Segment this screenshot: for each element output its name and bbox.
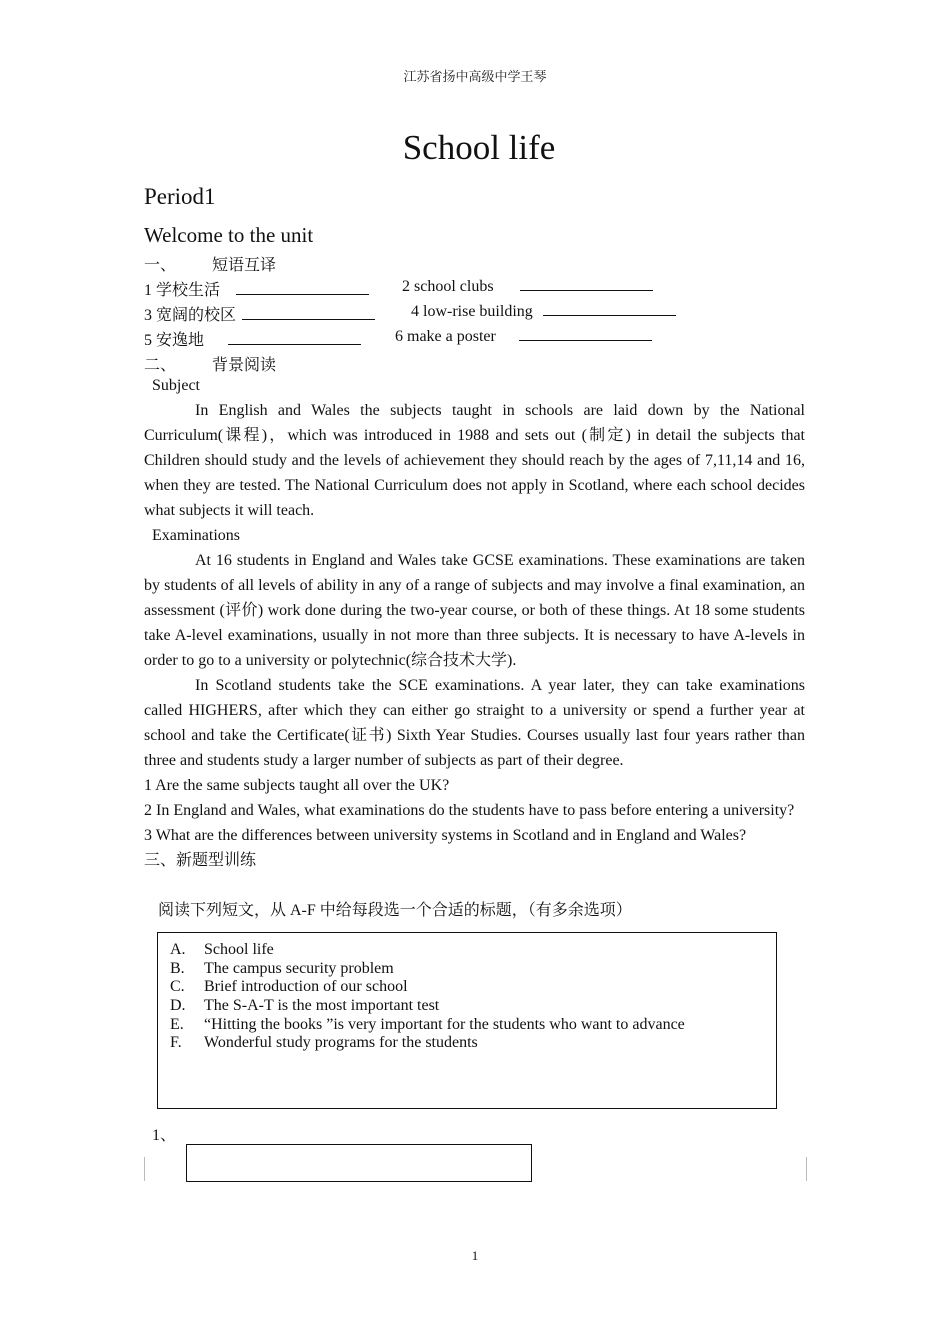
question-3: 3 What are the differences between university systems in Scotland and in England and Wales? (144, 827, 747, 844)
question-number: 1、 (152, 1127, 177, 1144)
question-1: 1 Are the same subjects taught all over the UK? (144, 777, 450, 794)
subheading-examinations: Examinations (152, 527, 240, 544)
option-item: E. “Hitting the books ”is very important for the students who want to advance (170, 1016, 685, 1033)
paragraph-3: In Scotland students take the SCE examinations. A year later, they can take examinations called HIGHERS, after which they can either go straight to a university or spend a further year at school and take the Certificate(证书) Sixth Year Studies. Courses usually last four years rather than three and students study a larger number of subjects as part of their degree. (144, 677, 805, 769)
answer-blank[interactable] (236, 281, 369, 295)
paragraph-2: At 16 students in England and Wales take GCSE examinations. These examinations are taken by students of all levels of ability in any of a range of subjects and may involve a final examination, an assessment (评价) work done during the two-year course, or both of these things. At 18 some students take A-level examinations, usually in not more than three subjects. It is necessary to have A-levels in order to go to a university or polytechnic(综合技术大学). (144, 552, 805, 669)
unit-subtitle: Welcome to the unit (144, 223, 314, 247)
option-item: F. Wonderful study programs for the students (170, 1034, 478, 1051)
phrase-row-1 (144, 277, 369, 300)
section2-number: 二、 (144, 357, 177, 374)
subheading-subject: Subject (152, 377, 200, 394)
phrase-row-1b (402, 277, 653, 296)
answer-blank[interactable] (228, 331, 361, 345)
phrase-item: 4 low-rise building (411, 303, 533, 320)
paragraph-1: In English and Wales the subjects taught in schools are laid down by the National Curriculum(课程)，which was introduced in 1988 and sets out (制定) in detail the subjects that Children should study and the levels of achievement they should reach by the ages of 7,11,14 and 16, when they are tested. The National Curriculum does not apply in Scotland, where each school decides what subjects it will teach. (144, 402, 805, 519)
phrase-item: 2 school clubs (402, 278, 494, 295)
section2-label: 背景阅读 (212, 357, 277, 374)
phrase-item: 6 make a poster (395, 328, 496, 345)
answer-blank[interactable] (543, 302, 676, 316)
reading-passage (144, 373, 805, 873)
option-item: B. The campus security problem (170, 960, 394, 977)
period-heading: Period1 (144, 184, 216, 209)
section3-heading: 三、新题型训练 (144, 852, 257, 869)
document-title: School life (402, 128, 556, 167)
margin-mark-left (144, 1157, 145, 1181)
section2-heading (144, 352, 276, 375)
section3-instruction: 阅读下列短文，从 A-F 中给每段选一个合适的标题，（有多余选项） (158, 902, 632, 919)
answer-blank[interactable] (242, 306, 375, 320)
phrase-item: 1 学校生活 (144, 282, 221, 299)
phrase-item: 3 宽阔的校区 (144, 307, 237, 324)
option-item: C. Brief introduction of our school (170, 978, 408, 995)
answer-blank[interactable] (519, 327, 652, 341)
section1-heading (144, 252, 276, 275)
phrase-row-3b (395, 327, 652, 346)
section1-label: 短语互译 (212, 257, 277, 274)
question-2: 2 In England and Wales, what examinations do the students have to pass before entering a university? (144, 802, 795, 819)
page-header: 江苏省扬中高级中学王琴 (403, 69, 547, 84)
page-number: 1 (471, 1248, 479, 1263)
answer-box[interactable] (186, 1144, 532, 1182)
phrase-row-3 (144, 327, 361, 350)
answer-blank[interactable] (520, 277, 653, 291)
phrase-row-2 (144, 302, 375, 325)
section1-number: 一、 (144, 257, 177, 274)
phrase-row-2b (411, 302, 676, 321)
options-box (157, 932, 777, 1109)
option-item: D. The S-A-T is the most important test (170, 997, 440, 1014)
margin-mark-right (806, 1157, 807, 1181)
phrase-item: 5 安逸地 (144, 332, 205, 349)
option-item: A. School life (170, 941, 274, 958)
